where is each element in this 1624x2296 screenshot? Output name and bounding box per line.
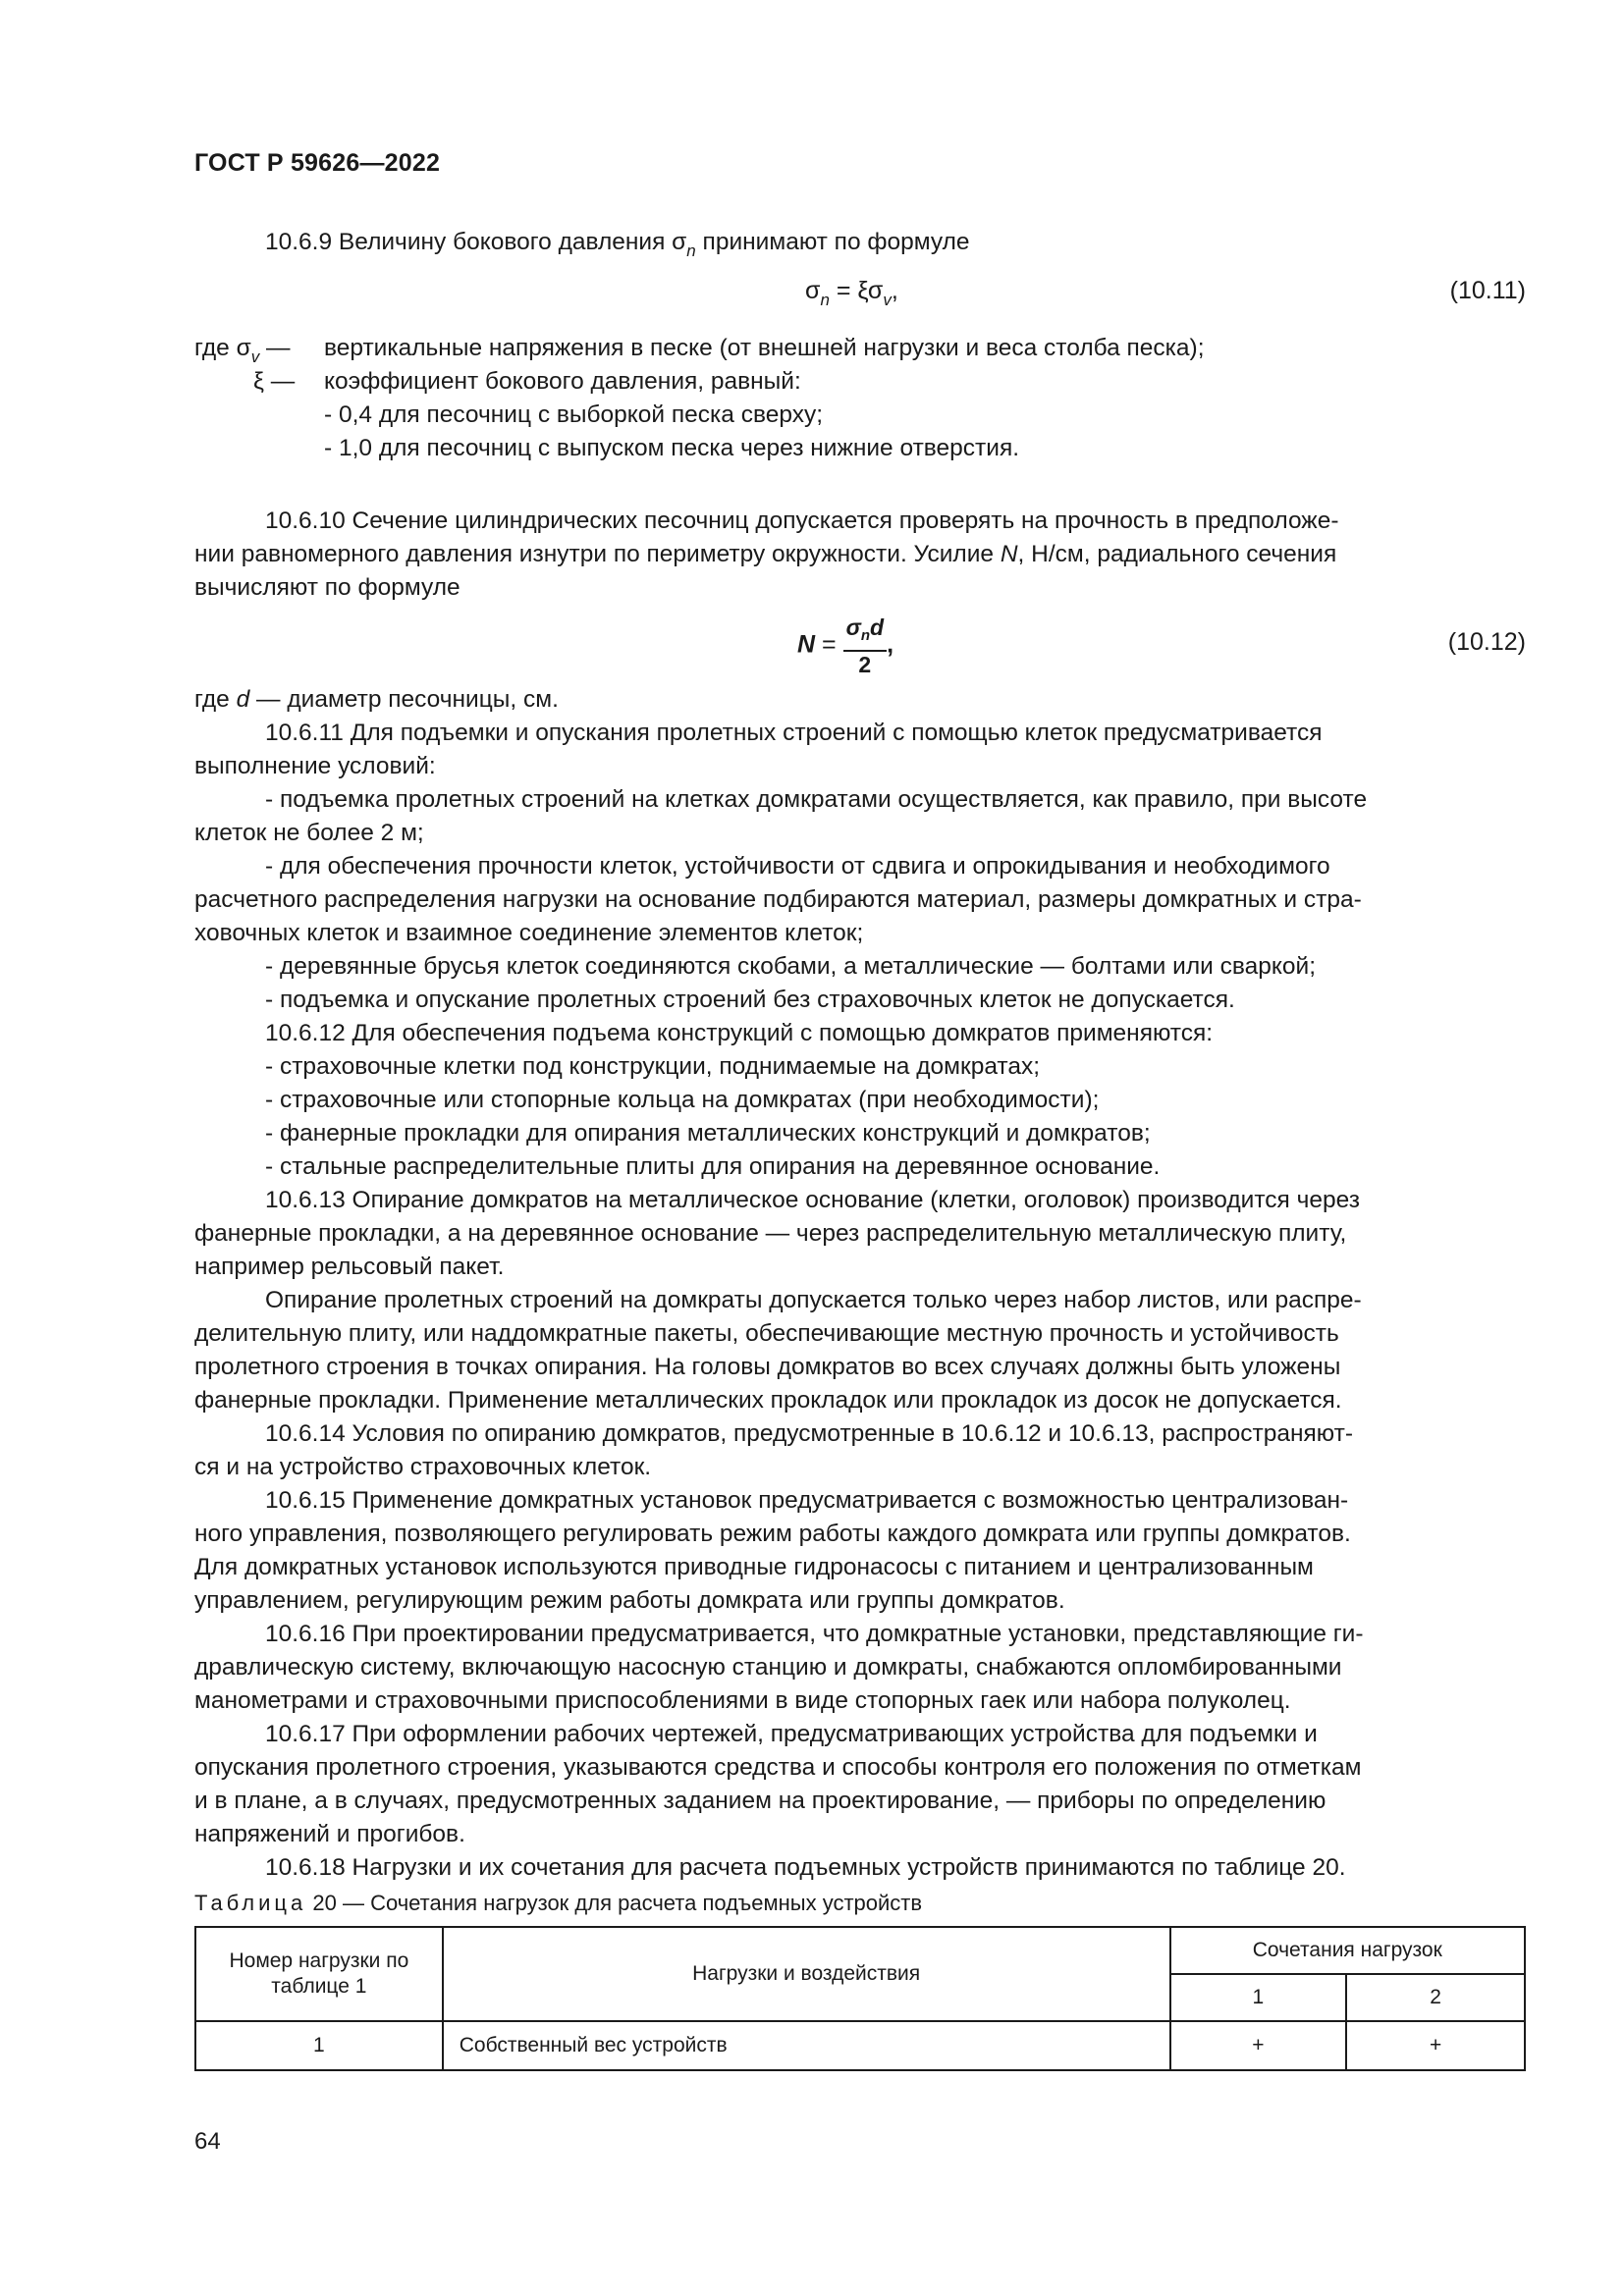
text-line: 10.6.18 Нагрузки и их сочетания для расчета подъемных устройств принимаются по таблице 20. [265, 1854, 1346, 1881]
text-line: - стальные распределительные плиты для опирания на деревянное основание. [265, 1153, 1161, 1180]
text-line: 10.6.12 Для обеспечения подъема конструкций с помощью домкратов применяются: [265, 1020, 1214, 1046]
caption-text: 20 — Сочетания нагрузок для расчета подъемных устройств [306, 1891, 923, 1915]
text: 10.6.10 Сечение цилиндрических песочниц допускается проверять на прочность в предположе- [265, 507, 1339, 534]
text-line: 10.6.13 Опирание домкратов на металлическое основание (клетки, оголовок) производится через [265, 1187, 1360, 1213]
variable: d [236, 686, 250, 713]
xi-item-1: - 0,4 для песочниц с выборкой песка сверху; [324, 401, 824, 428]
formula-part: , [891, 277, 898, 304]
variable: N [1000, 541, 1018, 567]
text-line: и в плане, а в случаях, предусмотренных заданием на проектирование, — приборы по определению [194, 1788, 1326, 1814]
text-line: - для обеспечения прочности клеток, устойчивости от сдвига и опрокидывания и необходимого [265, 853, 1330, 880]
where-xi-definition: коэффициент бокового давления, равный: [324, 368, 801, 395]
paragraph-10-6-10-line-1 [194, 505, 1526, 538]
text-line: манометрами и страховочными приспособлениями в виде стопорных гаек или набора полуколец. [194, 1687, 1291, 1714]
subscript: n [686, 241, 696, 260]
text-line: 10.6.15 Применение домкратных установок предусматривается с возможностью централизован- [265, 1487, 1349, 1514]
paragraph-10-6-9 [194, 226, 1526, 268]
text-line: 10.6.11 Для подъемки и опускания пролетных строений с помощью клеток предусматривается [265, 720, 1323, 746]
text-line: - подъемка и опускание пролетных строений без страховочных клеток не допускается. [265, 987, 1235, 1013]
subscript: v [883, 291, 892, 309]
table-20-caption [194, 1891, 922, 1916]
text-line: - страховочные или стопорные кольца на домкратах (при необходимости); [265, 1087, 1100, 1113]
text: принимают по формуле [695, 229, 970, 255]
formula-10-12 [797, 614, 893, 677]
text: — [263, 368, 296, 395]
cell-combination-1: + [1170, 2021, 1347, 2070]
cell-load-name: Собственный вес устройств [443, 2021, 1170, 2070]
text: ξ [253, 368, 264, 395]
xi-item-2: - 1,0 для песочниц с выпуском песка через нижние отверстия. [324, 435, 1020, 461]
text-line: выполнение условий: [194, 753, 436, 779]
formula-part: = ξσ [829, 277, 884, 304]
text-line: пролетного строения в точках опирания. На головы домкратов во всех случаях должны быть уложены [194, 1354, 1341, 1380]
fraction [843, 614, 888, 677]
text-line: 10.6.16 При проектировании предусматривается, что домкратные установки, представляющие ги- [265, 1621, 1364, 1647]
text-line: ного управления, позволяющего регулировать режим работы каждого домкрата или группы домкратов. [194, 1521, 1351, 1547]
page-number: 64 [194, 2128, 221, 2155]
header-loads: Нагрузки и воздействия [443, 1927, 1170, 2021]
header-load-number: Номер нагрузки по таблице 1 [195, 1927, 443, 2021]
text-line: клеток не более 2 м; [194, 820, 424, 846]
table-row [195, 2021, 1525, 2070]
text-line: 10.6.14 Условия по опиранию домкратов, предусмотренные в 10.6.12 и 10.6.13, распространяют- [265, 1420, 1354, 1447]
text-line: Опирание пролетных строений на домкраты допускается только через набор листов, или распре- [265, 1287, 1362, 1313]
text: — диаметр песочницы, см. [249, 686, 559, 713]
text: 10.6.9 Величину бокового давления σ [265, 229, 687, 255]
paragraph-10-6-10-line-3: вычисляют по формуле [194, 574, 460, 601]
text-line: ся и на устройство страховочных клеток. [194, 1454, 652, 1480]
formula-part: = [815, 630, 843, 659]
variable: N [797, 630, 816, 659]
text: где σ [194, 335, 251, 361]
text-line: напряжений и прогибов. [194, 1821, 465, 1847]
where-xi-label [253, 365, 295, 399]
text-line: например рельсовый пакет. [194, 1254, 505, 1280]
text: нии равномерного давления изнутри по периметру окружности. Усилие [194, 541, 1001, 567]
formula-number-10-12: (10.12) [1447, 628, 1526, 656]
text-line: Для домкратных установок используются приводные гидронасосы с питанием и централизованным [194, 1554, 1314, 1580]
text-line: расчетного распределения нагрузки на основание подбираются материал, размеры домкратных и стра- [194, 886, 1362, 913]
text-line: фанерные прокладки, а на деревянное основание — через распределительную металлическую плиту, [194, 1220, 1347, 1247]
text-line: делительную плиту, или наддомкратные пакеты, обеспечивающие местную прочность и устойчивость [194, 1320, 1339, 1347]
text-line: - страховочные клетки под конструкции, поднимаемые на домкратах; [265, 1053, 1041, 1080]
where-sigma-v-definition: вертикальные напряжения в песке (от внешней нагрузки и веса столба песка); [324, 335, 1205, 361]
formula-part: σ [805, 277, 821, 304]
caption-word: Таблица [194, 1891, 307, 1915]
document-code-header: ГОСТ Р 59626—2022 [194, 149, 441, 177]
subscript: n [820, 291, 830, 309]
text-line: опускания пролетного строения, указываются средства и способы контроля его положения по отметкам [194, 1754, 1362, 1781]
cell-combination-2: + [1346, 2021, 1525, 2070]
formula-part: , [887, 630, 894, 659]
where-d-definition [194, 683, 1526, 717]
fraction-numerator: $\sigma_nd$ [843, 614, 888, 652]
text-line: - подъемка пролетных строений на клетках домкратами осуществляется, как правило, при высоте [265, 786, 1368, 813]
formula-number-10-11: (10.11) [1449, 277, 1526, 304]
text-line: фанерные прокладки. Применение металлических прокладок или прокладок из досок не допускается. [194, 1387, 1342, 1414]
header-combination-1: 1 [1170, 1974, 1347, 2021]
subscript: v [250, 347, 260, 366]
text: — [259, 335, 291, 361]
cell-load-number: 1 [195, 2021, 443, 2070]
text-line: 10.6.17 При оформлении рабочих чертежей, предусматривающих устройства для подъемки и [265, 1721, 1318, 1747]
text-line: ховочных клеток и взаимное соединение элементов клеток; [194, 920, 864, 946]
text-line: управлением, регулирующим режим работы домкрата или группы домкратов. [194, 1587, 1065, 1614]
text-line: дравлическую систему, включающую насосную станцию и домкраты, снабжаются опломбированными [194, 1654, 1342, 1681]
text-line: - фанерные прокладки для опирания металлических конструкций и домкратов; [265, 1120, 1151, 1147]
table-20 [194, 1926, 1526, 2071]
text: где [194, 686, 237, 713]
paragraph-10-6-10-line-2 [194, 538, 1526, 571]
header-combinations: Сочетания нагрузок [1170, 1927, 1525, 1974]
header-combination-2: 2 [1346, 1974, 1525, 2021]
text-line: - деревянные брусья клеток соединяются скобами, а металлические — болтами или сваркой; [265, 953, 1316, 980]
formula-10-11 [805, 277, 898, 310]
fraction-denominator: 2 [858, 652, 872, 677]
text: , Н/см, радиального сечения [1017, 541, 1337, 567]
